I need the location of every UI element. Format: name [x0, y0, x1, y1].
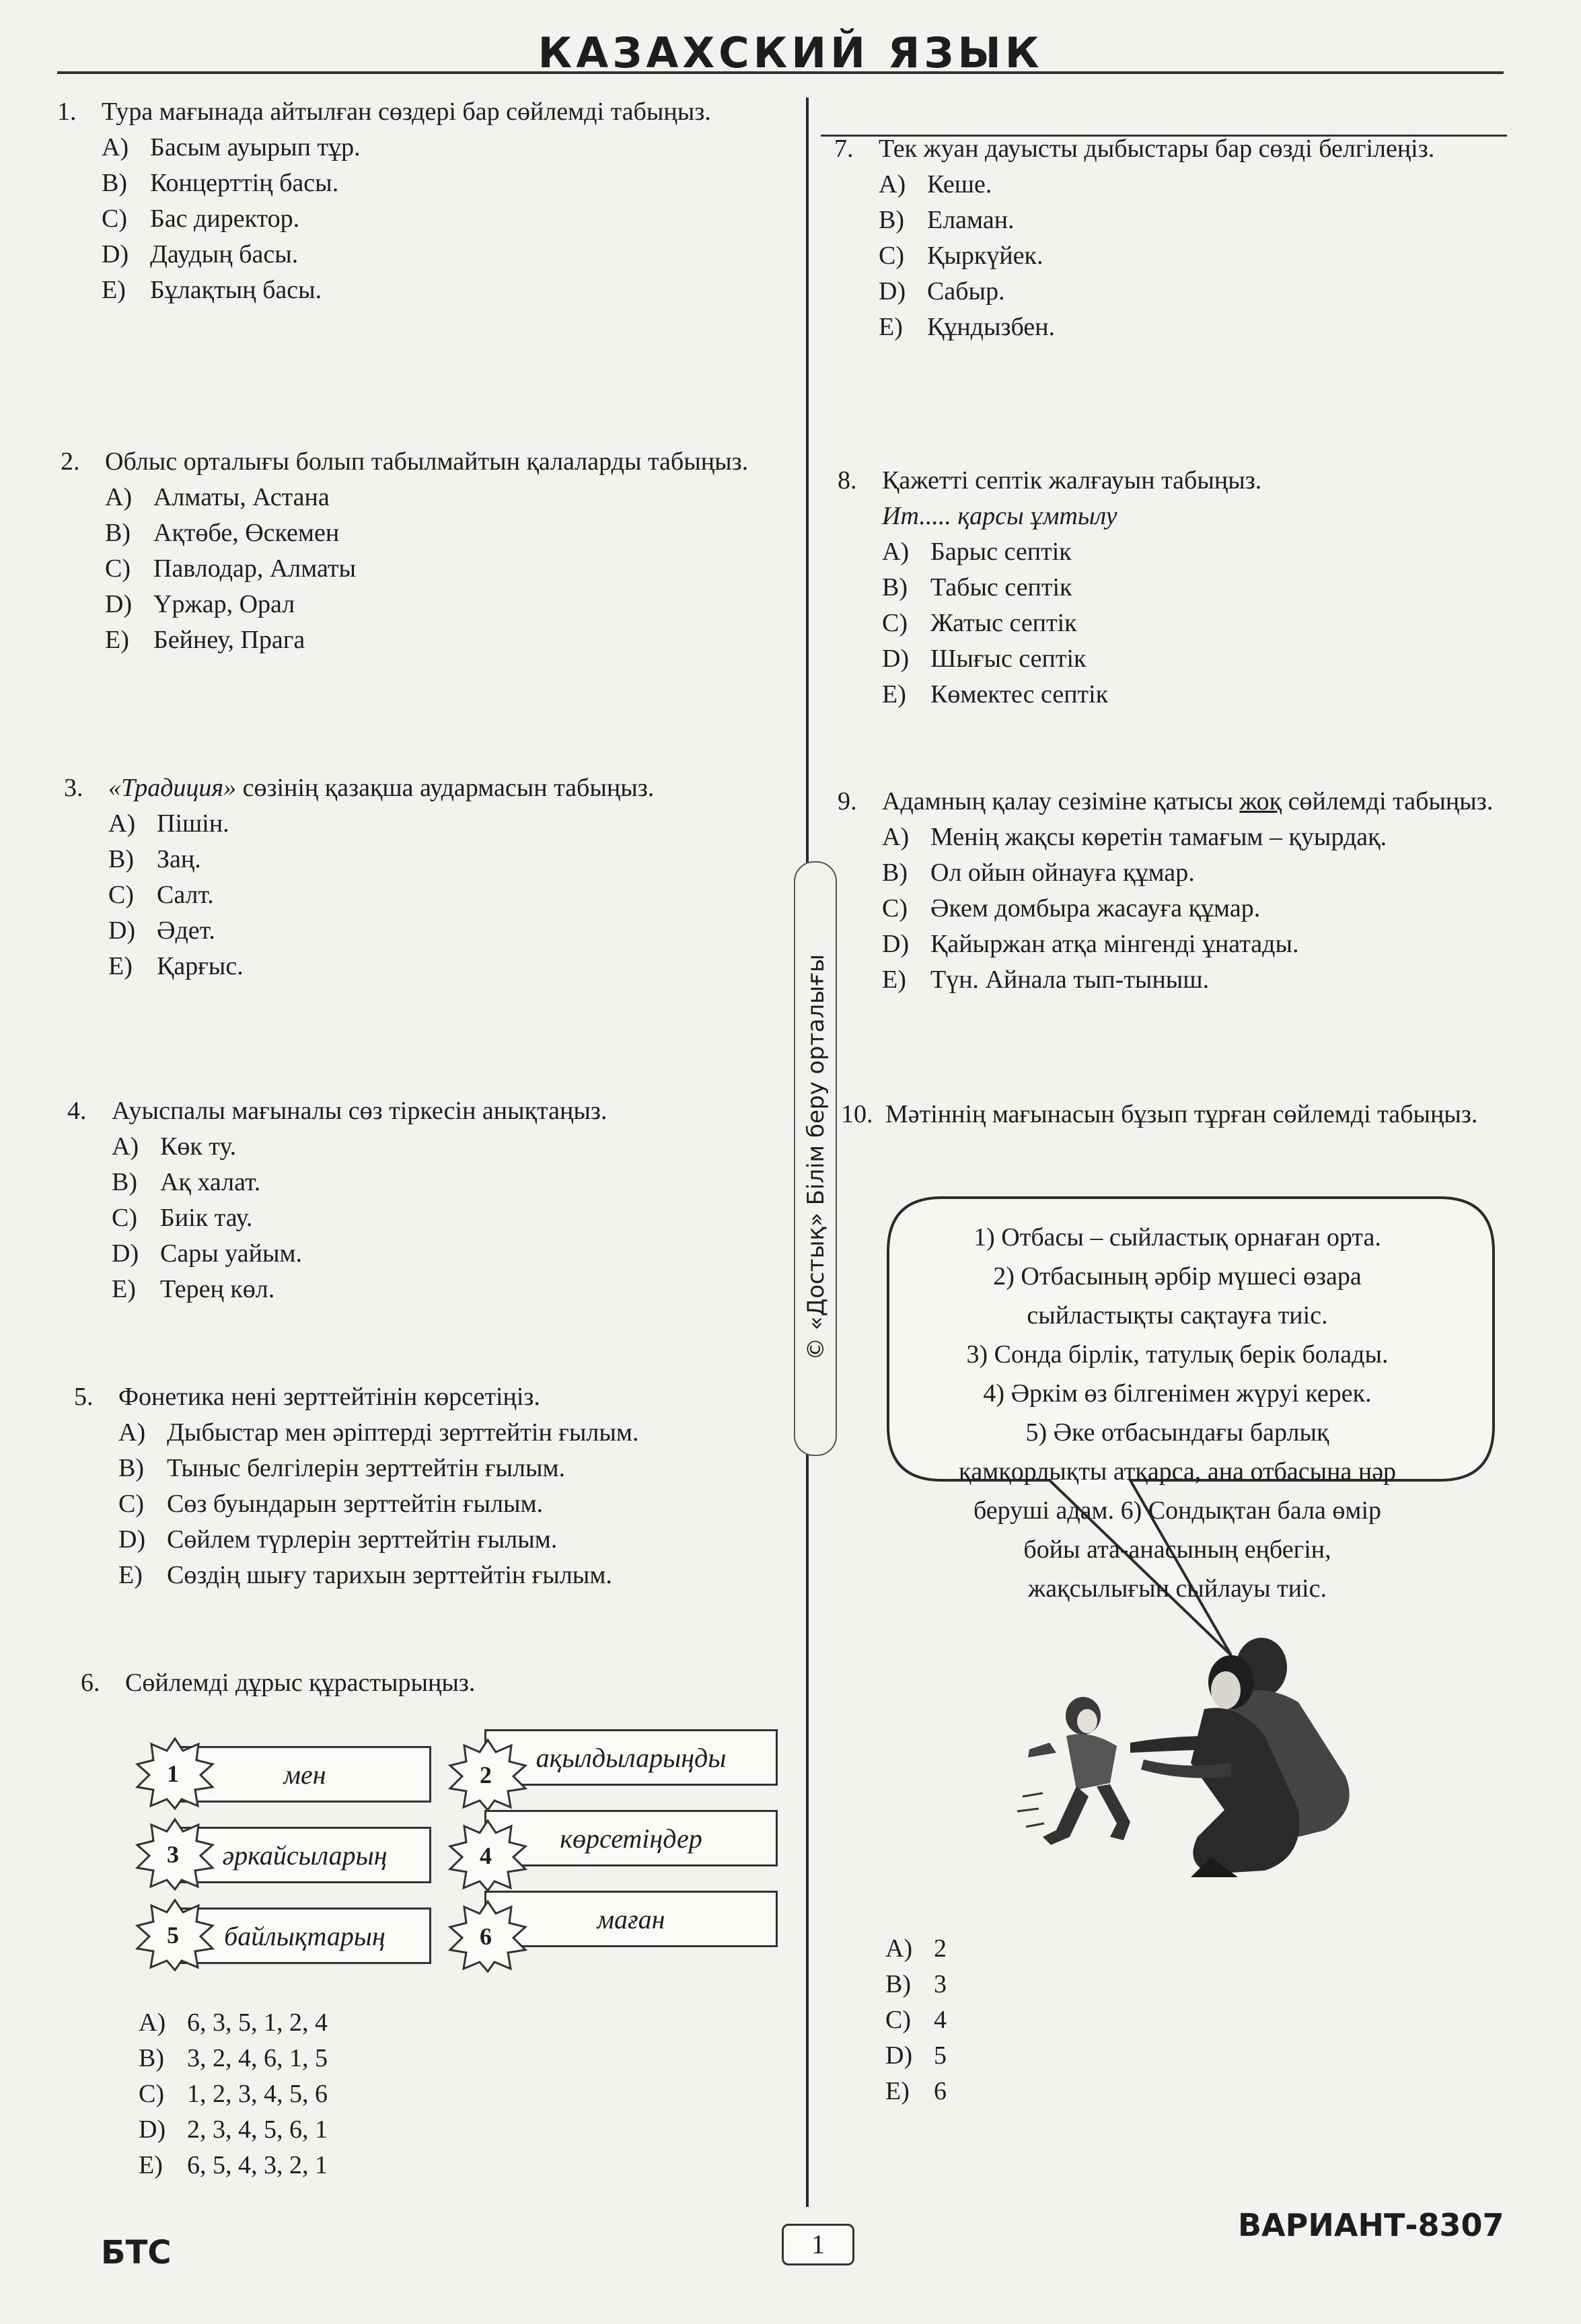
option-e[interactable]: E) Бейнеу, Прага	[105, 626, 305, 654]
option-a[interactable]: A) Менің жақсы көретін тамағым – қуырдақ.	[882, 823, 1387, 851]
option-e[interactable]: E) Терең көл.	[112, 1275, 275, 1303]
question-number: 7.	[834, 135, 854, 163]
option-b[interactable]: B) Тыныс белгілерін зерттейтін ғылым.	[118, 1454, 566, 1482]
question-example: Ит..... қарсы ұмтылу	[882, 502, 1117, 530]
option-b[interactable]: B) Ақтөбе, Өскемен	[105, 519, 340, 547]
question-number: 8.	[838, 466, 857, 495]
option-a[interactable]: A) 6, 3, 5, 1, 2, 4	[139, 2008, 328, 2037]
question-4	[67, 1093, 794, 1307]
option-d[interactable]: D) Үржар, Орал	[105, 590, 295, 618]
question-9	[838, 784, 1510, 998]
option-b[interactable]: B) 3	[885, 1970, 947, 1998]
option-e[interactable]: E) Бұлақтың басы.	[102, 276, 322, 304]
option-b[interactable]: B) Ақ халат.	[112, 1168, 261, 1196]
question-text: Қажетті септік жалғауын табыңыз.	[882, 466, 1262, 495]
option-b[interactable]: B) Табыс септік	[882, 573, 1072, 602]
question-number: 4.	[67, 1097, 87, 1125]
option-e[interactable]: E) 6	[885, 2077, 947, 2105]
question-text: Адамның қалау сезіміне қатысы жоқ сөйлемді табыңыз.	[882, 787, 1494, 815]
option-e[interactable]: E) 6, 5, 4, 3, 2, 1	[139, 2151, 328, 2179]
option-a[interactable]: A) Алматы, Астана	[105, 483, 330, 511]
question-number: 9.	[838, 787, 857, 815]
option-d[interactable]: D) Сабыр.	[879, 277, 1005, 305]
question-number: 1.	[57, 98, 77, 126]
option-d[interactable]: D) Әдет.	[108, 916, 215, 945]
option-d[interactable]: D) 2, 3, 4, 5, 6, 1	[139, 2115, 328, 2144]
question-2	[61, 444, 787, 658]
family-illustration	[1009, 1635, 1426, 1891]
option-a[interactable]: A) Басым ауырып тұр.	[102, 133, 361, 161]
question-1	[57, 94, 784, 308]
option-c[interactable]: C) Әкем домбыра жасауға құмар.	[882, 894, 1261, 922]
option-c[interactable]: C) 4	[885, 2006, 947, 2034]
question-text: Мәтіннің мағынасын бұзып тұрған сөйлемді табыңыз.	[885, 1100, 1478, 1128]
option-d[interactable]: D) 5	[885, 2041, 947, 2070]
question-number: 3.	[64, 774, 83, 802]
bubble-text: 1) Отбасы – сыйластық орнаған орта. 2) Отбасының әрбір мүшесі өзара сыйластықты сақтауға тиіс. 3) Сонда бірлік, татулық берік болады. 4) Әркім өз білгенімен жүруі керек. 5) Әке отбасындағы барлық қамқорлықты атқарса, ана отбасына нәр беруші адам. 6) Сондықтан бала өмір бойы ата-анасының еңбегін, жақсылығын сыйлауы тиіс.	[958, 1223, 1397, 1603]
option-e[interactable]: E) Құндызбен.	[879, 313, 1056, 341]
option-c[interactable]: C) Бас директор.	[102, 205, 300, 233]
side-label: © «Достық» Білім беру орталығы	[803, 954, 830, 1360]
question-number: 5.	[74, 1383, 94, 1411]
option-c[interactable]: C) Жатыс септік	[882, 609, 1077, 637]
header-rule	[57, 71, 1504, 74]
option-a[interactable]: A) Көк ту.	[112, 1132, 237, 1161]
page-title: КАЗАХСКИЙ ЯЗЫК	[538, 28, 1043, 77]
option-a[interactable]: A) Кеше.	[879, 170, 992, 198]
option-c[interactable]: C) Қыркүйек.	[879, 242, 1043, 270]
option-d[interactable]: D) Шығыс септік	[882, 645, 1087, 673]
question-7	[834, 131, 1507, 345]
question-number: 10.	[841, 1100, 873, 1128]
question-6	[81, 1665, 787, 1701]
option-c[interactable]: C) Биік тау.	[112, 1204, 253, 1232]
option-c[interactable]: C) Салт.	[108, 881, 214, 909]
option-c[interactable]: C) 1, 2, 3, 4, 5, 6	[139, 2080, 328, 2108]
option-b[interactable]: B) Ол ойын ойнауға құмар.	[882, 859, 1195, 887]
option-a[interactable]: A) Пішін.	[108, 809, 229, 838]
question-number: 2.	[61, 447, 80, 476]
footer-publisher: БТС	[101, 2234, 172, 2272]
option-a[interactable]: A) Барыс септік	[882, 538, 1072, 566]
question-text: Тура мағынада айтылған сөздері бар сөйлемді табыңыз.	[102, 98, 711, 126]
question-number: 6.	[81, 1669, 100, 1697]
option-c[interactable]: C) Павлодар, Алматы	[105, 554, 357, 583]
option-d[interactable]: D) Сөйлем түрлерін зерттейтін ғылым.	[118, 1525, 558, 1554]
question-3	[64, 770, 791, 984]
option-a[interactable]: A) Дыбыстар мен әріптерді зерттейтін ғылым.	[118, 1418, 639, 1447]
variant-label: ВАРИАНТ-8307	[1238, 2207, 1504, 2243]
question-text: Облыс орталығы болып табылмайтын қалаларды табыңыз.	[105, 447, 749, 476]
question-8	[838, 463, 1510, 713]
question-6-options	[94, 2005, 700, 2183]
option-b[interactable]: B) Концерттің басы.	[102, 169, 339, 197]
question-text: Тек жуан дауысты дыбыстары бар сөзді белгілеңіз.	[879, 135, 1435, 163]
option-b[interactable]: B) 3, 2, 4, 6, 1, 5	[139, 2044, 328, 2072]
option-c[interactable]: C) Сөз буындарын зерттейтін ғылым.	[118, 1490, 544, 1518]
page-number: 1	[782, 2224, 854, 2265]
question-text: Сөйлемді дұрыс құрастырыңыз.	[125, 1669, 476, 1697]
question-10-options	[841, 1931, 1245, 2109]
option-d[interactable]: D) Қайыржан атқа мінгенді ұнатады.	[882, 930, 1299, 958]
question-5	[74, 1379, 801, 1593]
question-text: «Традиция» сөзінің қазақша аудармасын табыңыз.	[108, 774, 655, 802]
question-text: Ауыспалы мағыналы сөз тіркесін анықтаңыз.	[112, 1097, 608, 1125]
option-d[interactable]: D) Даудың басы.	[102, 240, 299, 268]
option-e[interactable]: E) Қарғыс.	[108, 952, 244, 980]
option-a[interactable]: A) 2	[885, 1934, 947, 1963]
option-d[interactable]: D) Сары уайым.	[112, 1239, 303, 1268]
option-e[interactable]: E) Түн. Айнала тып-тыныш.	[882, 966, 1210, 994]
question-text: Фонетика нені зерттейтінін көрсетіңіз.	[118, 1383, 540, 1411]
option-b[interactable]: B) Заң.	[108, 845, 201, 873]
option-e[interactable]: E) Көмектес септік	[882, 680, 1109, 709]
option-b[interactable]: B) Еламан.	[879, 206, 1015, 234]
option-e[interactable]: E) Сөздің шығу тарихын зерттейтін ғылым.	[118, 1561, 612, 1589]
question-10	[841, 1097, 1514, 1132]
